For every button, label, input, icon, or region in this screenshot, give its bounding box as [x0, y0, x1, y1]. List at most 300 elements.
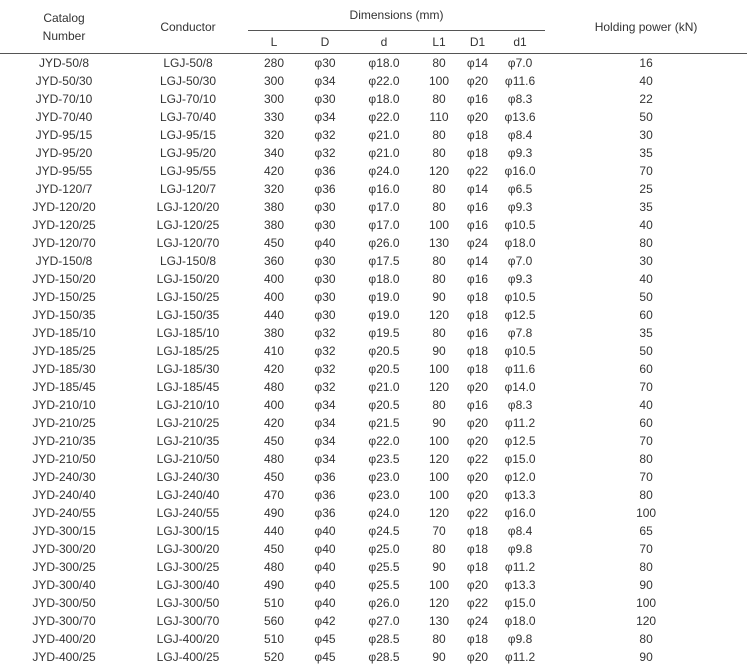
cell-catalog-number: JYD-120/25 [32, 218, 96, 232]
cell-dim-D1: φ20 [466, 578, 489, 592]
table-row [0, 630, 747, 648]
cell-dim-D: φ30 [314, 200, 336, 214]
cell-catalog-number: JYD-400/25 [32, 650, 96, 664]
cell-conductor: LGJ-70/40 [159, 110, 217, 124]
cell-holding-power: 70 [639, 380, 653, 394]
cell-catalog-number: JYD-300/40 [32, 578, 96, 592]
cell-dim-D: φ34 [314, 416, 336, 430]
cell-dim-L1: 80 [432, 146, 446, 160]
cell-dim-D: φ45 [314, 650, 336, 664]
cell-conductor: LGJ-120/20 [156, 200, 220, 214]
cell-dim-D1: φ18 [466, 344, 489, 358]
cell-dim-D1: φ14 [466, 182, 489, 196]
cell-dim-d: φ27.0 [368, 614, 400, 628]
cell-dim-D1: φ18 [466, 290, 489, 304]
cell-dim-L: 450 [263, 542, 285, 556]
table-row [0, 270, 747, 288]
cell-dim-d1: φ6.5 [507, 182, 533, 196]
table-row [0, 558, 747, 576]
cell-dim-L1: 120 [428, 596, 450, 610]
cell-holding-power: 80 [639, 560, 653, 574]
cell-dim-D1: φ16 [466, 326, 489, 340]
cell-dim-D1: φ22 [466, 596, 489, 610]
cell-dim-d1: φ11.6 [504, 74, 536, 88]
cell-catalog-number: JYD-240/55 [32, 506, 96, 520]
cell-dim-d: φ21.0 [368, 146, 400, 160]
cell-catalog-number: JYD-70/40 [35, 110, 93, 124]
cell-dim-L: 410 [263, 344, 285, 358]
cell-dim-D1: φ22 [466, 506, 489, 520]
cell-dim-d: φ23.0 [368, 470, 400, 484]
cell-dim-L: 440 [263, 524, 285, 538]
table-row [0, 180, 747, 198]
cell-dim-L1: 130 [428, 614, 450, 628]
cell-dim-d: φ25.5 [368, 578, 400, 592]
cell-dim-d1: φ10.5 [504, 218, 536, 232]
table-row [0, 252, 747, 270]
cell-dim-L: 480 [263, 452, 285, 466]
table-row [0, 648, 747, 666]
cell-conductor: LGJ-240/55 [156, 506, 220, 520]
cell-dim-L1: 120 [428, 452, 450, 466]
cell-dim-d: φ19.0 [368, 308, 400, 322]
cell-dim-D1: φ20 [466, 434, 489, 448]
table-row [0, 468, 747, 486]
cell-dim-L1: 90 [432, 290, 446, 304]
cell-dim-D: φ40 [314, 236, 336, 250]
cell-dim-L1: 100 [428, 578, 450, 592]
cell-holding-power: 65 [639, 524, 653, 538]
cell-dim-D: φ42 [314, 614, 336, 628]
cell-dim-d: φ23.0 [368, 488, 400, 502]
cell-dim-d1: φ8.4 [507, 524, 533, 538]
cell-dim-L: 490 [263, 578, 285, 592]
cell-dim-L: 480 [263, 560, 285, 574]
cell-dim-L: 440 [263, 308, 285, 322]
cell-conductor: LGJ-185/45 [156, 380, 220, 394]
cell-dim-L: 330 [263, 110, 285, 124]
table-row [0, 234, 747, 252]
cell-dim-D1: φ24 [466, 236, 489, 250]
cell-dim-d1: φ13.3 [504, 578, 536, 592]
cell-dim-L1: 80 [432, 398, 446, 412]
cell-dim-L1: 130 [428, 236, 450, 250]
cell-catalog-number: JYD-210/50 [32, 452, 96, 466]
cell-dim-D1: φ20 [466, 470, 489, 484]
header-dim-D1: D1 [460, 31, 495, 54]
cell-dim-d: φ24.0 [368, 164, 400, 178]
header-dim-L1: L1 [418, 31, 460, 54]
cell-dim-D: φ30 [314, 272, 336, 286]
cell-dim-D1: φ20 [466, 380, 489, 394]
header-dim-d1: d1 [495, 31, 545, 54]
cell-dim-D1: φ24 [466, 614, 489, 628]
table-row [0, 162, 747, 180]
cell-dim-d1: φ11.2 [504, 650, 536, 664]
cell-dim-D1: φ14 [466, 254, 489, 268]
cell-dim-D: φ40 [314, 578, 336, 592]
cell-conductor: LGJ-240/40 [156, 488, 220, 502]
cell-dim-d: φ17.5 [368, 254, 400, 268]
cell-dim-d1: φ15.0 [504, 596, 536, 610]
table-row [0, 324, 747, 342]
cell-dim-d1: φ7.8 [507, 326, 533, 340]
cell-dim-L1: 70 [432, 524, 446, 538]
cell-catalog-number: JYD-400/20 [32, 632, 96, 646]
cell-catalog-number: JYD-300/20 [32, 542, 96, 556]
cell-dim-D1: φ18 [466, 560, 489, 574]
table-row [0, 54, 747, 73]
cell-conductor: LGJ-210/10 [156, 398, 220, 412]
cell-holding-power: 80 [639, 488, 653, 502]
cell-dim-D1: φ20 [466, 488, 489, 502]
cell-dim-L1: 80 [432, 542, 446, 556]
cell-dim-d: φ21.0 [368, 380, 400, 394]
cell-dim-L: 420 [263, 416, 285, 430]
cell-holding-power: 100 [636, 596, 657, 610]
table-row [0, 450, 747, 468]
cell-dim-L: 340 [263, 146, 285, 160]
cell-dim-D: φ40 [314, 560, 336, 574]
cell-dim-D: φ30 [314, 254, 336, 268]
cell-dim-L: 560 [263, 614, 285, 628]
cell-dim-d1: φ9.3 [507, 272, 533, 286]
cell-dim-d: φ17.0 [368, 200, 400, 214]
cell-dim-d1: φ9.3 [507, 146, 533, 160]
cell-dim-L1: 100 [428, 218, 450, 232]
cell-dim-d: φ25.5 [368, 560, 400, 574]
cell-holding-power: 50 [639, 344, 653, 358]
cell-conductor: LGJ-150/25 [156, 290, 220, 304]
cell-dim-D1: φ20 [466, 74, 489, 88]
cell-dim-D1: φ18 [466, 362, 489, 376]
cell-dim-L1: 80 [432, 182, 446, 196]
cell-dim-d: φ18.0 [368, 92, 400, 106]
cell-dim-D1: φ18 [466, 632, 489, 646]
cell-holding-power: 40 [639, 218, 653, 232]
cell-catalog-number: JYD-185/45 [32, 380, 96, 394]
cell-dim-d1: φ8.3 [507, 92, 533, 106]
table-row [0, 504, 747, 522]
cell-dim-d1: φ7.0 [507, 254, 533, 268]
cell-dim-d: φ18.0 [368, 272, 400, 286]
cell-catalog-number: JYD-95/55 [35, 164, 93, 178]
cell-holding-power: 70 [639, 542, 653, 556]
cell-holding-power: 70 [639, 434, 653, 448]
cell-catalog-number: JYD-210/25 [32, 416, 96, 430]
cell-catalog-number: JYD-50/30 [35, 74, 93, 88]
table-row [0, 396, 747, 414]
cell-dim-L: 360 [263, 254, 285, 268]
table-row [0, 378, 747, 396]
table-row [0, 72, 747, 90]
cell-dim-d: φ28.5 [368, 650, 400, 664]
cell-dim-D1: φ18 [466, 146, 489, 160]
cell-dim-L: 400 [263, 290, 285, 304]
cell-dim-d1: φ14.0 [504, 380, 536, 394]
header-dimensions-label: Dimensions (mm) [349, 8, 444, 22]
cell-dim-D1: φ16 [466, 200, 489, 214]
cell-dim-D1: φ14 [466, 56, 489, 70]
cell-holding-power: 22 [639, 92, 653, 106]
table-row [0, 432, 747, 450]
table-row [0, 360, 747, 378]
table-row [0, 612, 747, 630]
table-row [0, 90, 747, 108]
cell-holding-power: 35 [639, 326, 653, 340]
cell-dim-d: φ23.5 [368, 452, 400, 466]
cell-dim-L: 400 [263, 272, 285, 286]
cell-catalog-number: JYD-210/10 [32, 398, 96, 412]
cell-dim-L1: 80 [432, 128, 446, 142]
cell-dim-d1: φ13.3 [504, 488, 536, 502]
cell-dim-d1: φ10.5 [504, 290, 536, 304]
cell-dim-L1: 120 [428, 164, 450, 178]
cell-dim-D: φ36 [314, 506, 336, 520]
cell-dim-d1: φ8.4 [507, 128, 533, 142]
header-holding-power: Holding power (kN) [545, 0, 747, 54]
cell-dim-D: φ30 [314, 290, 336, 304]
cell-conductor: LGJ-300/15 [156, 524, 220, 538]
cell-dim-L1: 100 [428, 488, 450, 502]
table-row [0, 198, 747, 216]
cell-dim-d1: φ12.5 [504, 308, 536, 322]
cell-holding-power: 60 [639, 308, 653, 322]
cell-holding-power: 60 [639, 416, 653, 430]
cell-holding-power: 16 [639, 56, 653, 70]
cell-holding-power: 60 [639, 362, 653, 376]
cell-dim-L: 280 [263, 56, 285, 70]
cell-dim-L: 520 [263, 650, 285, 664]
cell-dim-L: 400 [263, 398, 285, 412]
cell-dim-L: 450 [263, 470, 285, 484]
cell-conductor: LGJ-120/70 [156, 236, 220, 250]
cell-conductor: LGJ-150/35 [156, 308, 220, 322]
cell-dim-d: φ22.0 [368, 434, 400, 448]
cell-dim-d1: φ11.2 [504, 560, 536, 574]
cell-catalog-number: JYD-185/25 [32, 344, 96, 358]
cell-dim-D1: φ18 [466, 128, 489, 142]
cell-dim-d1: φ18.0 [504, 614, 536, 628]
cell-dim-D: φ32 [314, 146, 336, 160]
cell-dim-d1: φ8.3 [507, 398, 533, 412]
cell-dim-L1: 80 [432, 326, 446, 340]
cell-dim-L: 510 [263, 596, 285, 610]
cell-conductor: LGJ-185/25 [156, 344, 220, 358]
cell-catalog-number: JYD-210/35 [32, 434, 96, 448]
cell-dim-D: φ30 [314, 92, 336, 106]
cell-dim-L1: 100 [428, 470, 450, 484]
cell-catalog-number: JYD-120/20 [32, 200, 96, 214]
cell-conductor: LGJ-300/20 [156, 542, 220, 556]
cell-catalog-number: JYD-300/50 [32, 596, 96, 610]
cell-dim-D1: φ20 [466, 416, 489, 430]
cell-dim-L1: 90 [432, 560, 446, 574]
cell-holding-power: 90 [639, 650, 653, 664]
cell-holding-power: 35 [639, 146, 653, 160]
cell-holding-power: 40 [639, 74, 653, 88]
cell-dim-d1: φ16.0 [504, 164, 536, 178]
cell-dim-L1: 80 [432, 272, 446, 286]
header-dim-D: D [300, 31, 350, 54]
cell-catalog-number: JYD-240/30 [32, 470, 96, 484]
cell-dim-d: φ21.0 [368, 128, 400, 142]
cell-conductor: LGJ-300/50 [156, 596, 220, 610]
cell-conductor: LGJ-50/30 [159, 74, 217, 88]
table-body [0, 54, 747, 667]
cell-conductor: LGJ-185/30 [156, 362, 220, 376]
cell-catalog-number: JYD-185/30 [32, 362, 96, 376]
cell-conductor: LGJ-300/25 [156, 560, 220, 574]
cell-dim-L1: 80 [432, 56, 446, 70]
cell-dim-L1: 80 [432, 632, 446, 646]
cell-dim-d1: φ18.0 [504, 236, 536, 250]
cell-catalog-number: JYD-50/8 [38, 56, 90, 70]
cell-conductor: LGJ-120/7 [159, 182, 217, 196]
cell-holding-power: 35 [639, 200, 653, 214]
table-row [0, 126, 747, 144]
cell-dim-D1: φ20 [466, 110, 489, 124]
cell-dim-D1: φ16 [466, 398, 489, 412]
cell-dim-d: φ20.5 [368, 398, 400, 412]
cell-dim-d1: φ13.6 [504, 110, 536, 124]
cell-conductor: LGJ-210/50 [156, 452, 220, 466]
cell-dim-D: φ32 [314, 362, 336, 376]
cell-dim-D1: φ22 [466, 164, 489, 178]
cell-dim-D: φ36 [314, 470, 336, 484]
cell-dim-D1: φ16 [466, 92, 489, 106]
header-dim-L: L [248, 31, 300, 54]
cell-dim-L1: 90 [432, 650, 446, 664]
cell-dim-d1: φ12.5 [504, 434, 536, 448]
cell-catalog-number: JYD-95/15 [35, 128, 93, 142]
cell-catalog-number: JYD-120/70 [32, 236, 96, 250]
cell-conductor: LGJ-50/8 [163, 56, 213, 70]
cell-dim-d: φ18.0 [368, 56, 400, 70]
cell-dim-D: φ40 [314, 596, 336, 610]
cell-dim-d1: φ11.2 [504, 416, 536, 430]
cell-conductor: LGJ-120/25 [156, 218, 220, 232]
cell-holding-power: 50 [639, 110, 653, 124]
cell-dim-D: φ36 [314, 182, 336, 196]
cell-dim-L1: 100 [428, 74, 450, 88]
cell-dim-d: φ19.0 [368, 290, 400, 304]
cell-dim-d: φ28.5 [368, 632, 400, 646]
cell-catalog-number: JYD-300/15 [32, 524, 96, 538]
cell-conductor: LGJ-95/55 [159, 164, 217, 178]
cell-dim-L1: 80 [432, 200, 446, 214]
cell-dim-L: 470 [263, 488, 285, 502]
table-row [0, 108, 747, 126]
header-conductor: Conductor [128, 0, 248, 54]
cell-conductor: LGJ-300/70 [156, 614, 220, 628]
table-header [0, 0, 747, 54]
cell-dim-d1: φ11.6 [504, 362, 536, 376]
cell-dim-D1: φ18 [466, 308, 489, 322]
cell-conductor: LGJ-210/35 [156, 434, 220, 448]
cell-dim-d: φ22.0 [368, 74, 400, 88]
cell-conductor: LGJ-150/8 [159, 254, 217, 268]
cell-dim-d: φ21.5 [368, 416, 400, 430]
cell-dim-L1: 80 [432, 254, 446, 268]
cell-dim-D: φ34 [314, 398, 336, 412]
cell-conductor: LGJ-300/40 [156, 578, 220, 592]
cell-catalog-number: JYD-150/25 [32, 290, 96, 304]
cell-dim-d1: φ16.0 [504, 506, 536, 520]
cell-holding-power: 70 [639, 470, 653, 484]
cell-catalog-number: JYD-240/40 [32, 488, 96, 502]
table-row [0, 144, 747, 162]
cell-dim-d: φ20.5 [368, 344, 400, 358]
cell-dim-L: 450 [263, 236, 285, 250]
cell-holding-power: 50 [639, 290, 653, 304]
cell-dim-d: φ24.0 [368, 506, 400, 520]
cell-dim-L: 480 [263, 380, 285, 394]
cell-conductor: LGJ-210/25 [156, 416, 220, 430]
cell-dim-d1: φ9.3 [507, 200, 533, 214]
cell-conductor: LGJ-240/30 [156, 470, 220, 484]
cell-dim-D: φ32 [314, 128, 336, 142]
cell-dim-L: 380 [263, 200, 285, 214]
cell-dim-L: 450 [263, 434, 285, 448]
cell-dim-L: 490 [263, 506, 285, 520]
cell-dim-L: 300 [263, 92, 285, 106]
cell-holding-power: 90 [639, 578, 653, 592]
cell-dim-L: 420 [263, 164, 285, 178]
cell-catalog-number: JYD-150/20 [32, 272, 96, 286]
cell-dim-D1: φ18 [466, 542, 489, 556]
cell-holding-power: 120 [636, 614, 657, 628]
cell-dim-D: φ40 [314, 524, 336, 538]
cell-dim-D: φ30 [314, 56, 336, 70]
cell-dim-L1: 90 [432, 416, 446, 430]
cell-holding-power: 40 [639, 272, 653, 286]
cell-catalog-number: JYD-120/7 [35, 182, 93, 196]
cell-dim-d1: φ7.0 [507, 56, 533, 70]
cell-dim-D: φ32 [314, 344, 336, 358]
cell-catalog-number: JYD-150/8 [35, 254, 93, 268]
cell-dim-L1: 120 [428, 308, 450, 322]
cell-dim-D1: φ16 [466, 218, 489, 232]
table-row [0, 522, 747, 540]
cell-dim-d1: φ9.8 [507, 632, 533, 646]
cell-dim-L1: 100 [428, 434, 450, 448]
cell-dim-d: φ24.5 [368, 524, 400, 538]
table-row [0, 540, 747, 558]
cell-dim-L: 320 [263, 182, 285, 196]
cell-catalog-number: JYD-185/10 [32, 326, 96, 340]
cell-dim-d1: φ10.5 [504, 344, 536, 358]
cell-conductor: LGJ-400/25 [156, 650, 220, 664]
cell-dim-d1: φ12.0 [504, 470, 536, 484]
table-row [0, 306, 747, 324]
cell-dim-L: 320 [263, 128, 285, 142]
cell-dim-d: φ16.0 [368, 182, 400, 196]
cell-dim-D: φ30 [314, 218, 336, 232]
cell-dim-L: 380 [263, 218, 285, 232]
cell-holding-power: 30 [639, 128, 653, 142]
cell-dim-D1: φ18 [466, 524, 489, 538]
cell-dim-D1: φ22 [466, 452, 489, 466]
cell-dim-D: φ34 [314, 74, 336, 88]
cell-dim-L1: 120 [428, 380, 450, 394]
cell-dim-D: φ36 [314, 488, 336, 502]
cell-catalog-number: JYD-70/10 [35, 92, 93, 106]
cell-dim-L1: 120 [428, 506, 450, 520]
cell-conductor: LGJ-70/10 [159, 92, 217, 106]
cell-dim-d: φ22.0 [368, 110, 400, 124]
table-row [0, 414, 747, 432]
